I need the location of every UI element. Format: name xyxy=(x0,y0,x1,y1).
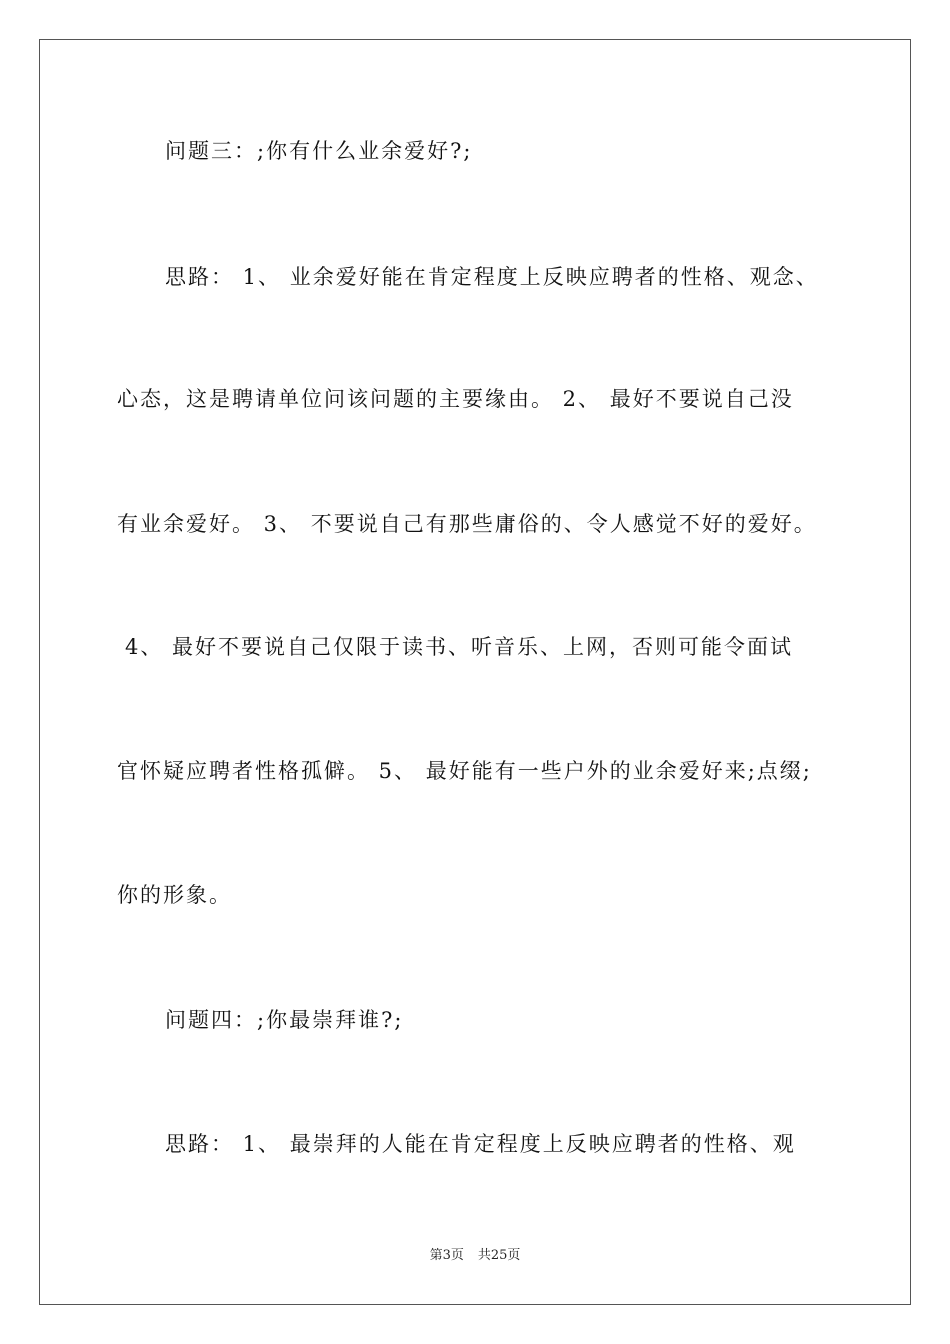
question-3-heading: 问题三：;你有什么业余爱好?; xyxy=(165,139,473,163)
page-border xyxy=(39,39,911,1305)
paragraph-line: 思路： 1、 最崇拜的人能在肯定程度上反映应聘者的性格、观 xyxy=(165,1132,796,1156)
paragraph-line: 你的形象。 xyxy=(117,883,232,907)
paragraph-line: 思路： 1、 业余爱好能在肯定程度上反映应聘者的性格、观念、 xyxy=(165,265,819,289)
paragraph-line: 有业余爱好。 3、 不要说自己有那些庸俗的、令人感觉不好的爱好。 xyxy=(117,512,817,536)
question-4-heading: 问题四：;你最崇拜谁?; xyxy=(165,1008,404,1032)
paragraph-line: 官怀疑应聘者性格孤僻。 5、 最好能有一些户外的业余爱好来;点缀; xyxy=(117,759,812,783)
paragraph-line: 心态，这是聘请单位问该问题的主要缘由。 2、 最好不要说自己没 xyxy=(117,387,794,411)
paragraph-line: 4、 最好不要说自己仅限于读书、听音乐、上网，否则可能令面试 xyxy=(125,635,794,659)
page-total: 共25页 xyxy=(477,1248,521,1263)
page-number: 第3页 xyxy=(429,1248,464,1263)
page-footer xyxy=(0,1247,950,1265)
